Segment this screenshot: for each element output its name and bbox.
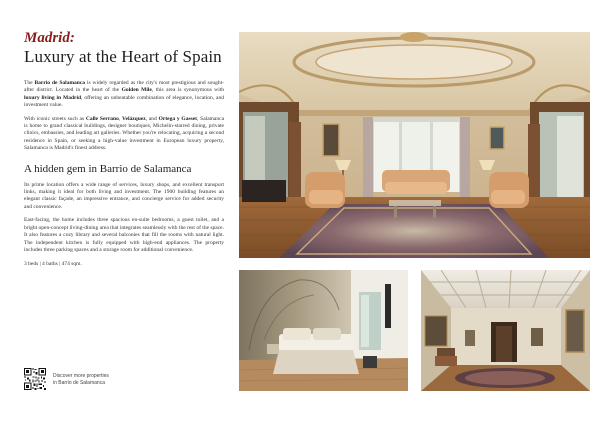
highlight-barrio: Barrio de Salamanca — [34, 80, 86, 86]
listing-heading: A hidden gem in Barrio de Salamanca — [24, 162, 192, 175]
more-properties-caption: Discover more properties in Barrio de Salamanca — [53, 373, 109, 386]
highlight-luxury-living: luxury living in Madrid — [24, 94, 82, 101]
highlight-velazquez: Velázquez — [122, 115, 146, 122]
intro-paragraph-1: The Barrio de Salamanca is widely regarded as the city's most prestigious and sought-after district. Located in the heart of the Golden Mile, this area is synonymous with luxury living in Madrid, offering an unbeatable combination of elegance, location, and investment value. — [24, 80, 225, 109]
city-kicker: Madrid: — [24, 30, 75, 46]
qr-code-icon[interactable] — [24, 368, 46, 390]
highlight-golden-mile: Golden Mile — [121, 87, 152, 94]
dining-hall-photo — [421, 270, 590, 391]
listing-paragraph-1: Its prime location offers a wide range of services, luxury shops, and excellent transport links, making it ideal for both living and investment. The 1900 building features an elegant classic façade, an impressive entrance, and concierge service for added security and convenience. — [24, 181, 224, 210]
highlight-ortega: Ortega y Gasset — [158, 115, 198, 122]
highlight-serrano: Calle Serrano — [85, 115, 119, 122]
property-stats: 3 beds | 4 baths | 474 sqm. — [24, 261, 82, 268]
page-title: Luxury at the Heart of Spain — [24, 47, 222, 66]
listing-paragraph-2: East-facing, the home includes three spacious en-suite bedrooms, a guest toilet, and a bright open-concept living-dining area that integrates seamlessly with the rest of the space. It also features a cozy library and several balconies that fill the rooms with natural light. The independent kitchen is fully equipped with high-end appliances. The property includes three parking spaces and a storage room for additional convenience. — [24, 217, 224, 253]
bedroom-photo — [239, 270, 408, 391]
text-column — [24, 30, 224, 268]
living-room-photo — [239, 32, 590, 258]
intro-paragraph-2: With iconic streets such as Calle Serrano, Velázquez, and Ortega y Gasset, Salamanca is home to grand classical buildings, designer boutiques, Michelin-starred dining, private clinics, embassies, and leading art galleries. Whether you're relocating, acquiring a second residence in Spain, or seeking a high-value investment in European luxury property, Salamanca is Madrid's finest address. — [24, 115, 225, 152]
